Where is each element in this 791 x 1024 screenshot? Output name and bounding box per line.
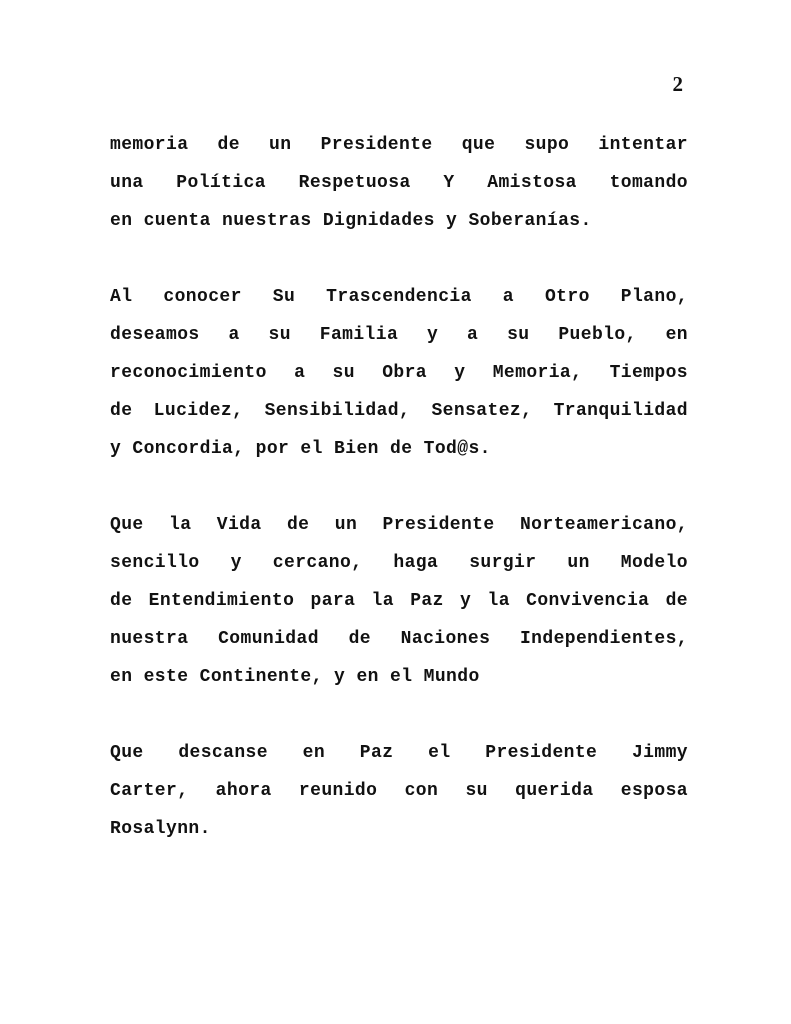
paragraph-line: de Lucidez, Sensibilidad, Sensatez, Tranquilidad xyxy=(110,401,688,421)
paragraph-line: Rosalynn. xyxy=(110,819,211,839)
paragraph-2 xyxy=(110,278,688,468)
paragraph-line: sencillo y cercano, haga surgir un Modelo xyxy=(110,553,688,573)
paragraph-line: Al conocer Su Trascendencia a Otro Plano, xyxy=(110,287,688,307)
paragraph-3 xyxy=(110,506,688,696)
paragraph-line: Que descanse en Paz el Presidente Jimmy xyxy=(110,743,688,763)
document-body xyxy=(110,126,688,886)
paragraph-line: Que la Vida de un Presidente Norteamericano, xyxy=(110,515,688,535)
paragraph-line: deseamos a su Familia y a su Pueblo, en xyxy=(110,325,688,345)
paragraph-line: una Política Respetuosa Y Amistosa tomando xyxy=(110,173,688,193)
paragraph-line: en este Continente, y en el Mundo xyxy=(110,667,480,687)
paragraph-line: de Entendimiento para la Paz y la Convivencia de xyxy=(110,591,688,611)
paragraph-line: nuestra Comunidad de Naciones Independientes, xyxy=(110,629,688,649)
paragraph-line: en cuenta nuestras Dignidades y Soberanías. xyxy=(110,211,592,231)
page-number: 2 xyxy=(672,72,683,96)
paragraph-line: memoria de un Presidente que supo intentar xyxy=(110,135,688,155)
paragraph-line: Carter, ahora reunido con su querida esposa xyxy=(110,781,688,801)
paragraph-4 xyxy=(110,734,688,848)
paragraph-line: reconocimiento a su Obra y Memoria, Tiempos xyxy=(110,363,688,383)
paragraph-1 xyxy=(110,126,688,240)
paragraph-line: y Concordia, por el Bien de Tod@s. xyxy=(110,439,491,459)
